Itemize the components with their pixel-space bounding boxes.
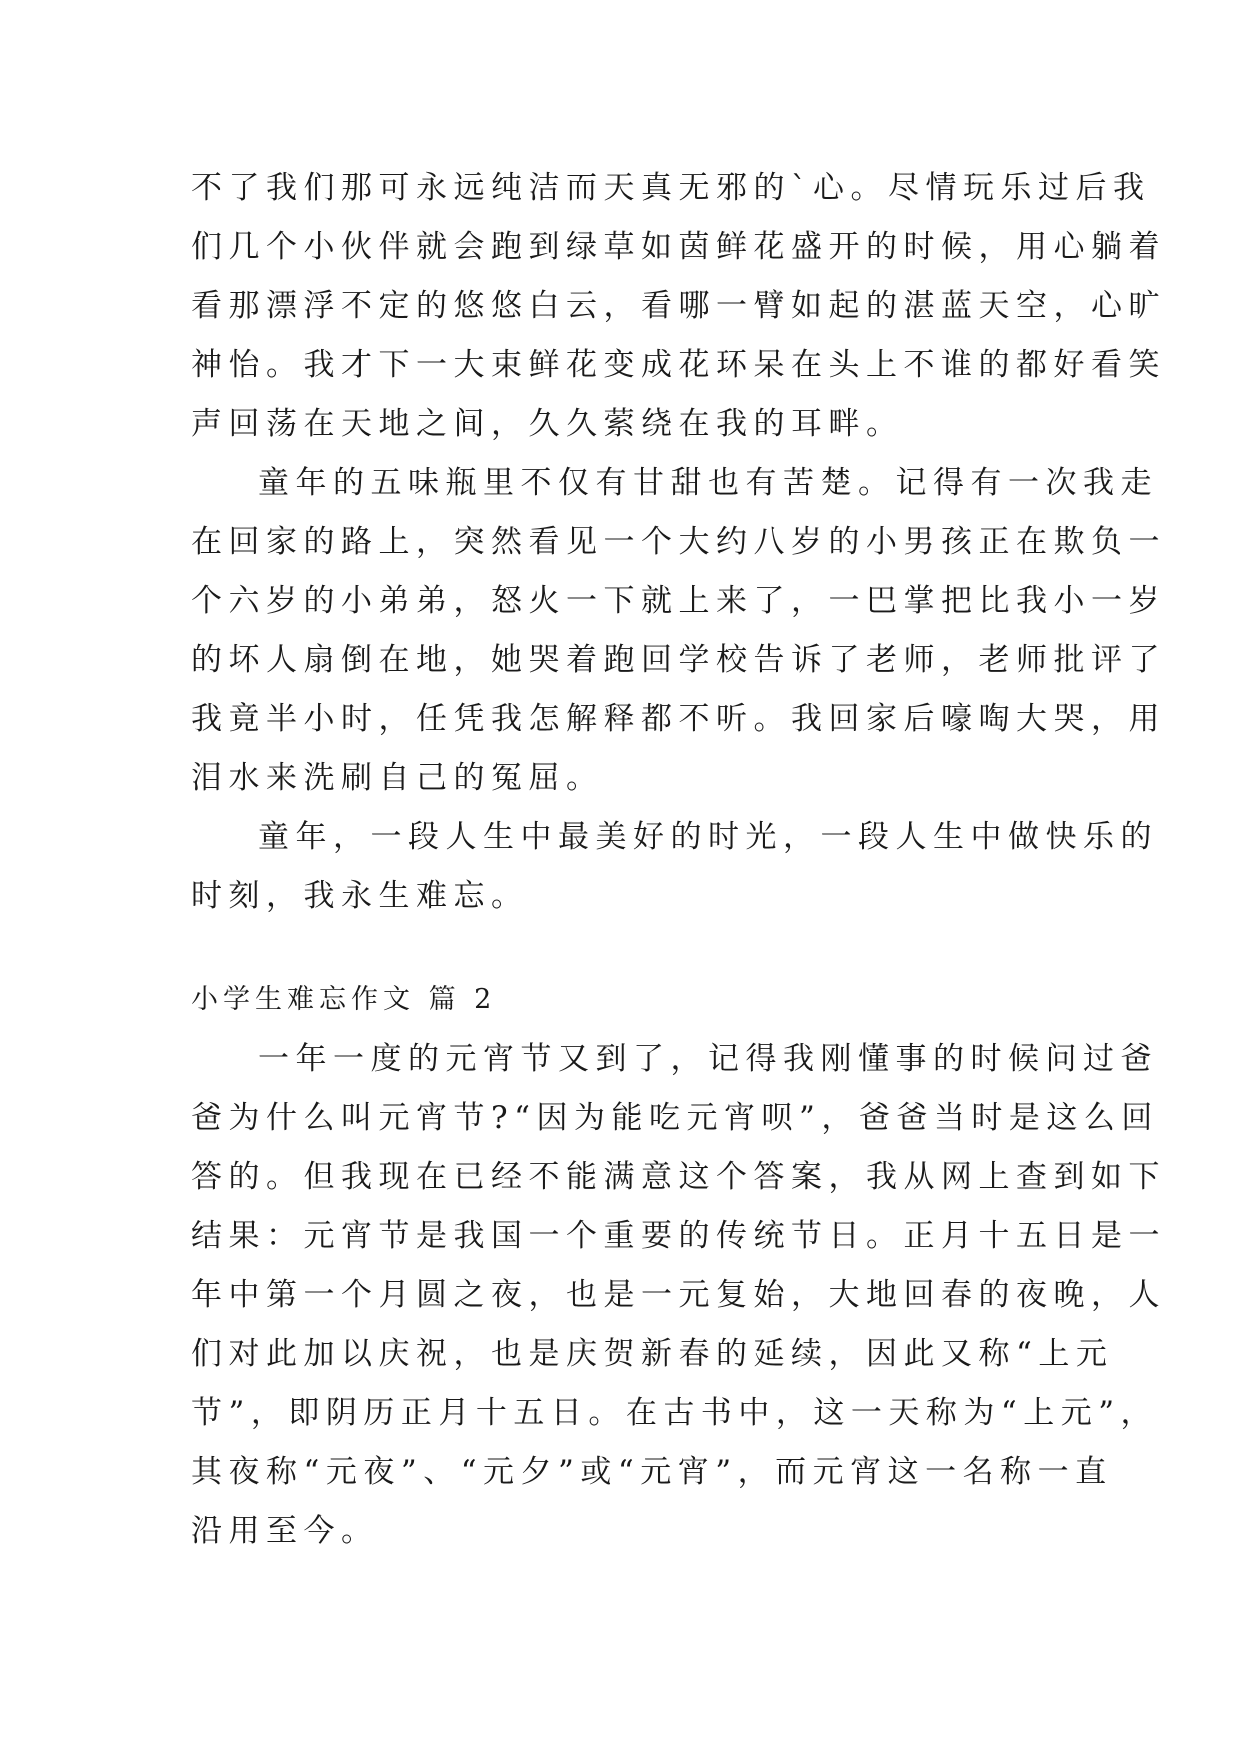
paragraph-line: 在回家的路上，突然看见一个大约八岁的小男孩正在欺负一: [191, 524, 1166, 560]
section-heading: 小学生难忘作文 篇 2: [191, 984, 497, 1015]
paragraph-line: 们几个小伙伴就会跑到绿草如茵鲜花盛开的时候，用心躺着: [191, 229, 1166, 265]
paragraph-line: 结果：元宵节是我国一个重要的传统节日。正月十五日是一: [191, 1218, 1166, 1254]
paragraph-line: 不了我们那可永远纯洁而天真无邪的`心。尽情玩乐过后我: [191, 170, 1151, 206]
paragraph-line: 神怡。我才下一大束鲜花变成花环呆在头上不谁的都好看笑: [191, 347, 1166, 383]
paragraph-line: 年中第一个月圆之夜，也是一元复始，大地回春的夜晚，人: [191, 1277, 1166, 1313]
paragraph-line: 我竟半小时，任凭我怎解释都不听。我回家后嚎啕大哭，用: [191, 701, 1166, 737]
paragraph-line: 们对此加以庆祝，也是庆贺新春的延续，因此又称“上元: [191, 1336, 1114, 1372]
paragraph-line: 爸为什么叫元宵节?“因为能吃元宵呗”，爸爸当时是这么回: [191, 1100, 1159, 1136]
paragraph-line: 看那漂浮不定的悠悠白云，看哪一臂如起的湛蓝天空，心旷: [191, 288, 1166, 324]
paragraph-line: 其夜称“元夜”、“元夕”或“元宵”，而元宵这一名称一直: [191, 1454, 1113, 1490]
paragraph-line: 泪水来洗刷自己的冤屈。: [191, 760, 604, 796]
paragraph-line: 一年一度的元宵节又到了，记得我刚懂事的时候问过爸: [258, 1041, 1158, 1077]
paragraph-line: 的坏人扇倒在地，她哭着跑回学校告诉了老师，老师批评了: [191, 642, 1166, 678]
paragraph-line: 答的。但我现在已经不能满意这个答案，我从网上查到如下: [191, 1159, 1166, 1195]
paragraph-line: 声回荡在天地之间，久久萦绕在我的耳畔。: [191, 406, 904, 442]
paragraph-line: 时刻，我永生难忘。: [191, 878, 529, 914]
paragraph-line: 童年的五味瓶里不仅有甘甜也有苦楚。记得有一次我走: [258, 465, 1158, 501]
paragraph-line: 个六岁的小弟弟，怒火一下就上来了，一巴掌把比我小一岁: [191, 583, 1166, 619]
paragraph-line: 沿用至今。: [191, 1513, 379, 1549]
paragraph-line: 节”，即阴历正月十五日。在古书中，这一天称为“上元”，: [191, 1395, 1159, 1431]
paragraph-line: 童年，一段人生中最美好的时光，一段人生中做快乐的: [258, 819, 1158, 855]
